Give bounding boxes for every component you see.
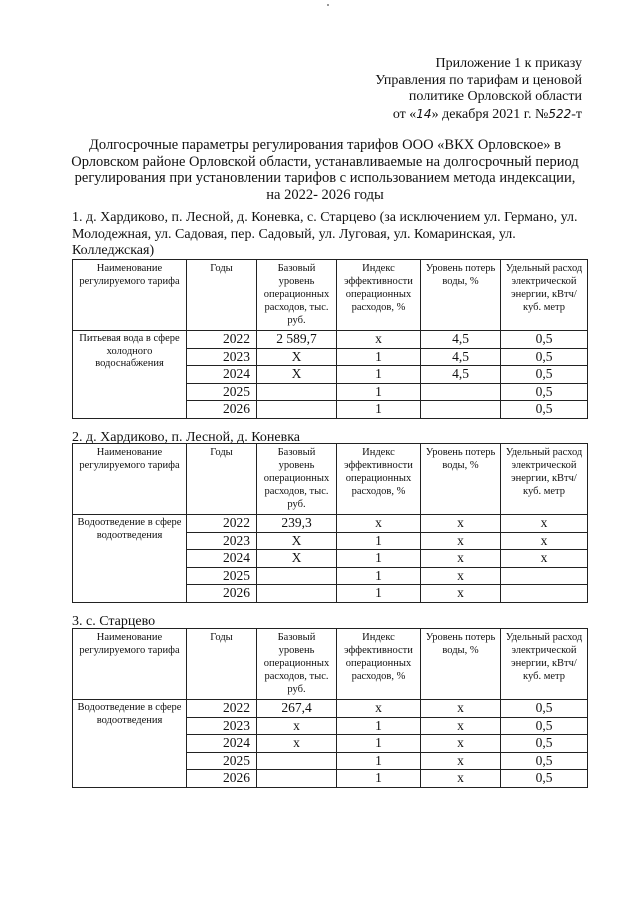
section-2-table [72,443,588,603]
base-cell: Х [257,366,337,384]
year-cell: 2023 [187,717,257,735]
section-3-heading: 3. с. Старцево [72,614,156,629]
year-cell: 2022 [187,331,257,349]
energy-cell: 0,5 [501,383,588,401]
losses-cell [421,401,501,419]
losses-cell: 4,5 [421,348,501,366]
col-header-index: Индекс эффективности операционных расходов, % [337,444,421,515]
energy-cell: 0,5 [501,331,588,349]
scan-speck [327,4,329,6]
losses-cell: х [421,700,501,718]
year-cell: 2025 [187,567,257,585]
energy-cell: 0,5 [501,735,588,753]
section-3-table [72,628,588,788]
losses-cell [421,383,501,401]
energy-cell: 0,5 [501,366,588,384]
losses-cell: х [421,752,501,770]
tariff-name-cell: Водоотведение в сфере водоотведения [73,515,187,603]
table-header-row [73,629,588,700]
year-cell: 2022 [187,515,257,533]
section-1-heading: 1. д. Хардиково, п. Лесной, д. Коневка, с. Старцево (за исключением ул. Германо, ул. Молодежная, ул. Садовая, пер. Садовый, ул. Луговая, ул. Комаринская, ул. Колледжская) [72,210,578,258]
col-header-base: Базовый уровень операционных расходов, тыс. руб. [257,260,337,331]
index-cell: 1 [337,348,421,366]
index-cell: 1 [337,752,421,770]
energy-cell: 0,5 [501,770,588,788]
appendix-header [282,56,582,123]
table-row [73,331,588,349]
title-line-3: регулирования при установлении тарифов с использованием метода индексации, [74,170,576,186]
base-cell [257,567,337,585]
index-cell: 1 [337,717,421,735]
losses-cell: х [421,550,501,568]
index-cell: 1 [337,401,421,419]
losses-cell: х [421,735,501,753]
col-header-years: Годы [187,629,257,700]
title-line-1: Долгосрочные параметры регулирования тарифов ООО «ВКХ Орловское» в [89,137,561,153]
year-cell: 2022 [187,700,257,718]
losses-cell: х [421,567,501,585]
base-cell: Х [257,532,337,550]
energy-cell: 0,5 [501,717,588,735]
base-cell: Х [257,550,337,568]
col-header-losses: Уровень потерь воды, % [421,629,501,700]
base-cell [257,401,337,419]
base-cell: 267,4 [257,700,337,718]
col-header-base: Базовый уровень операционных расходов, тыс. руб. [257,629,337,700]
base-cell [257,585,337,603]
appendix-line-2: Управления по тарифам и ценовой [375,72,582,88]
energy-cell: 0,5 [501,752,588,770]
index-cell: х [337,331,421,349]
energy-cell: 0,5 [501,348,588,366]
year-cell: 2025 [187,752,257,770]
index-cell: 1 [337,532,421,550]
number-suffix: -т [571,106,582,122]
year-cell: 2026 [187,401,257,419]
energy-cell: х [501,515,588,533]
col-header-name: Наименование регулируемого тарифа [73,444,187,515]
col-header-index: Индекс эффективности операционных расходов, % [337,629,421,700]
col-header-losses: Уровень потерь воды, % [421,260,501,331]
section-2-heading: 2. д. Хардиково, п. Лесной, д. Коневка [72,430,301,445]
col-header-name: Наименование регулируемого тарифа [73,629,187,700]
year-cell: 2024 [187,735,257,753]
index-cell: 1 [337,366,421,384]
title-line-2: Орловском районе Орловской области, устанавливаемые на долгосрочный период [71,153,579,170]
base-cell [257,383,337,401]
appendix-line-3: политике Орловской области [408,89,582,104]
col-header-base: Базовый уровень операционных расходов, тыс. руб. [257,444,337,515]
year-cell: 2023 [187,348,257,366]
year-cell: 2026 [187,585,257,603]
year-cell: 2024 [187,366,257,384]
date-mid: » декабря 2021 г. № [431,106,549,122]
energy-cell [501,585,588,603]
index-cell: х [337,515,421,533]
title-line-4: на 2022- 2026 годы [266,186,384,203]
energy-cell: 0,5 [501,401,588,419]
handwritten-day: 14 [416,106,432,121]
energy-cell: 0,5 [501,700,588,718]
table-row [73,515,588,533]
index-cell: 1 [337,567,421,585]
base-cell: х [257,717,337,735]
base-cell: 2 589,7 [257,331,337,349]
col-header-name: Наименование регулируемого тарифа [73,260,187,331]
table-row [73,700,588,718]
year-cell: 2025 [187,383,257,401]
appendix-date-line [282,106,582,124]
appendix-line-1: Приложение 1 к приказу [435,56,582,71]
base-cell: х [257,735,337,753]
year-cell: 2024 [187,550,257,568]
base-cell: Х [257,348,337,366]
tariff-name-cell: Питьевая вода в сфере холодного водоснабжения [73,331,187,419]
col-header-years: Годы [187,444,257,515]
energy-cell [501,567,588,585]
index-cell: 1 [337,383,421,401]
handwritten-number: 522 [548,106,572,121]
index-cell: 1 [337,585,421,603]
col-header-years: Годы [187,260,257,331]
date-prefix: от « [392,106,417,122]
base-cell [257,770,337,788]
index-cell: х [337,700,421,718]
index-cell: 1 [337,550,421,568]
index-cell: 1 [337,735,421,753]
tariff-name-cell: Водоотведение в сфере водоотведения [73,700,187,788]
table-header-row [73,444,588,515]
year-cell: 2026 [187,770,257,788]
base-cell: 239,3 [257,515,337,533]
year-cell: 2023 [187,532,257,550]
energy-cell: х [501,550,588,568]
base-cell [257,752,337,770]
losses-cell: х [421,532,501,550]
col-header-index: Индекс эффективности операционных расходов, % [337,260,421,331]
losses-cell: 4,5 [421,366,501,384]
col-header-energy: Удельный расход электрической энергии, кВтч/куб. метр [501,444,588,515]
document-title [60,137,590,203]
losses-cell: х [421,717,501,735]
col-header-energy: Удельный расход электрической энергии, кВтч/куб. метр [501,629,588,700]
index-cell: 1 [337,770,421,788]
section-1-table [72,259,588,419]
losses-cell: х [421,585,501,603]
table-header-row [73,260,588,331]
col-header-energy: Удельный расход электрической энергии, кВтч/куб. метр [501,260,588,331]
losses-cell: х [421,770,501,788]
energy-cell: х [501,532,588,550]
losses-cell: 4,5 [421,331,501,349]
losses-cell: х [421,515,501,533]
col-header-losses: Уровень потерь воды, % [421,444,501,515]
